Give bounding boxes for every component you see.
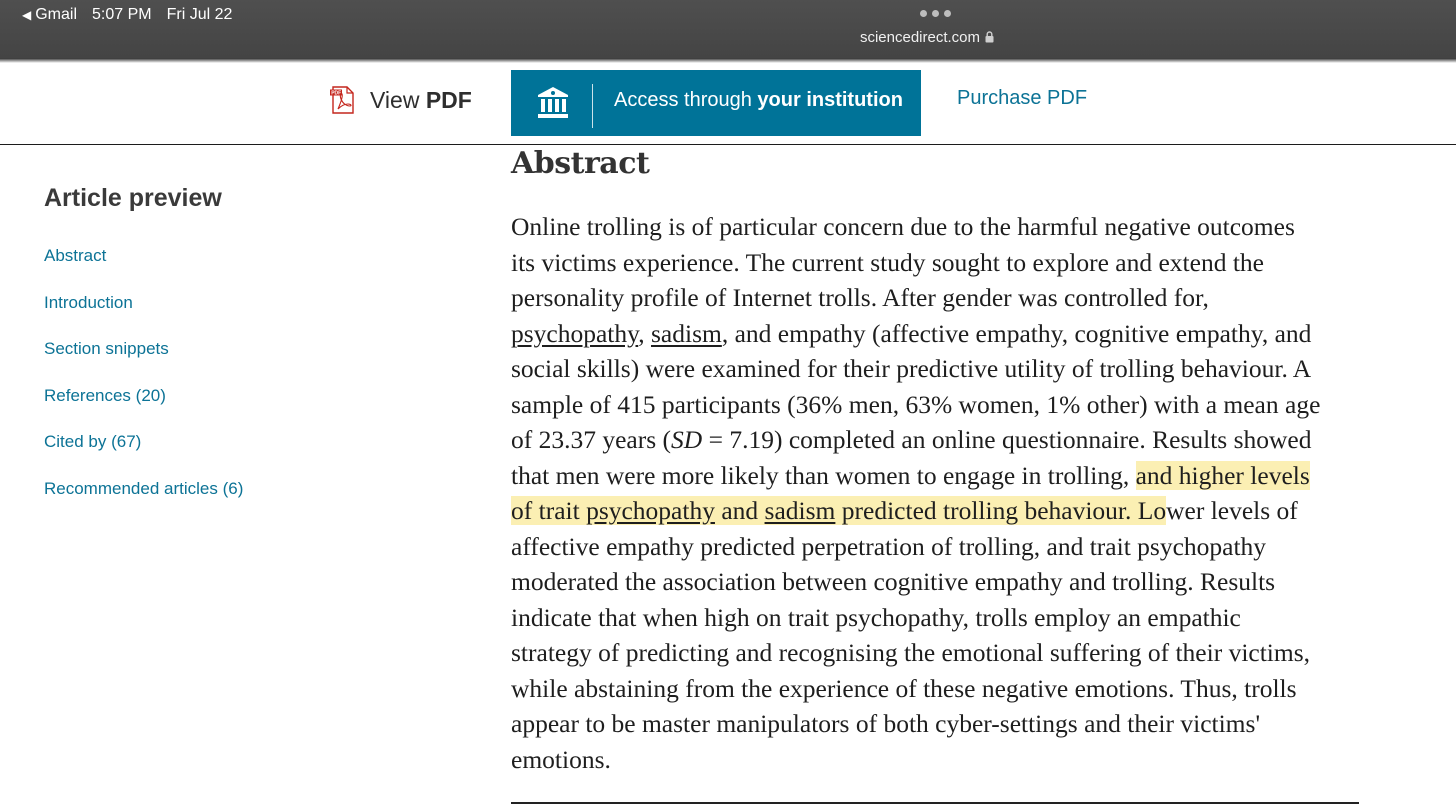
- sidebar-item-references[interactable]: References (20): [44, 385, 166, 405]
- psychopathy-link[interactable]: psychopathy: [586, 496, 715, 525]
- access-label: Access through: [614, 89, 758, 111]
- sidebar-item-abstract[interactable]: Abstract: [44, 246, 107, 265]
- highlighted-text: and higher levels: [1135, 460, 1310, 490]
- sadism-link[interactable]: sadism: [651, 318, 722, 348]
- status-date: Fri Jul 22: [166, 6, 233, 23]
- svg-text:PDF: PDF: [331, 90, 342, 97]
- abstract-line: personality profile of Internet trolls. After gender was controlled for,: [511, 283, 1209, 312]
- sidebar-title: Article preview: [44, 184, 222, 212]
- abstract-line: its victims experience. The current study sought to explore and extend the: [511, 247, 1264, 277]
- status-bar-shadow: [0, 58, 1456, 63]
- more-dots-icon[interactable]: [920, 10, 951, 17]
- abstract-line: strategy of predicting and recognising the emotional suffering of their victims,: [511, 638, 1311, 667]
- abstract-text-fragment: = 7.19) completed an online questionnaire. Results showed: [702, 425, 1312, 454]
- sidebar-item-section-snippets[interactable]: Section snippets: [44, 339, 169, 359]
- status-left: [22, 6, 232, 24]
- view-pdf-label-bold: PDF: [425, 86, 472, 113]
- abstract-line: social skills) were examined for their predictive utility of trolling behaviour. A: [511, 354, 1312, 383]
- sd-italic: SD: [671, 425, 703, 454]
- sidebar-item-introduction[interactable]: Introduction: [44, 292, 133, 312]
- browser-status-bar: [0, 0, 1456, 58]
- sadism-link[interactable]: sadism: [764, 496, 836, 525]
- back-app-label[interactable]: Gmail: [35, 6, 78, 23]
- abstract-text-fragment: predicted trolling behaviour. Lo: [835, 496, 1167, 525]
- abstract-text-fragment: ,: [638, 318, 651, 348]
- view-pdf-label: View: [370, 86, 426, 113]
- abstract-text-fragment: that men were more likely than women to engage in trolling,: [511, 460, 1136, 490]
- lock-icon: [985, 31, 994, 43]
- sidebar-item-recommended-articles[interactable]: Recommended articles (6): [44, 478, 244, 498]
- abstract-heading: Abstract: [511, 146, 650, 181]
- abstract-text-fragment: and: [714, 496, 765, 525]
- section-divider: [511, 802, 1359, 804]
- purchase-pdf-link[interactable]: Purchase PDF: [957, 87, 1088, 109]
- sidebar-item-cited-by[interactable]: Cited by (67): [44, 432, 142, 452]
- abstract-text-fragment: , and empathy (affective empathy, cognitive empathy, and: [721, 318, 1312, 348]
- abstract-text: [511, 209, 1361, 777]
- abstract-line: moderated the association between cognitive empathy and trolling. Results: [511, 567, 1276, 596]
- abstract-line: while abstaining from the experience of these negative emotions. Thus, trolls: [511, 673, 1297, 703]
- psychopathy-link[interactable]: psychopathy: [511, 318, 639, 348]
- abstract-line: [511, 493, 1361, 529]
- abstract-line: [511, 316, 1361, 352]
- abstract-line: [511, 458, 1361, 494]
- access-institution-button[interactable]: [511, 70, 921, 136]
- address-bar[interactable]: [0, 29, 1456, 46]
- highlighted-text: [511, 496, 1166, 525]
- status-time: 5:07 PM: [92, 6, 152, 23]
- institution-icon: [535, 85, 571, 121]
- back-arrow-icon[interactable]: ◀: [22, 8, 32, 22]
- abstract-line: indicate that when high on trait psychopathy, trolls employ an empathic: [511, 602, 1241, 632]
- pdf-icon: [330, 86, 356, 114]
- view-pdf-button[interactable]: [330, 86, 472, 114]
- access-divider: [592, 84, 593, 128]
- abstract-text-fragment: of 23.37 years (: [511, 425, 672, 454]
- sidebar-nav: [44, 244, 243, 524]
- toolbar-divider: [0, 144, 1456, 145]
- url-text: sciencedirect.com: [859, 29, 981, 46]
- abstract-line: sample of 415 participants (36% men, 63% women, 1% other) with a mean age: [511, 389, 1321, 419]
- abstract-line: [511, 422, 1361, 458]
- abstract-line: affective empathy predicted perpetration of trolling, and trait psychopathy: [511, 531, 1267, 561]
- abstract-line: emotions.: [511, 744, 611, 774]
- abstract-line: appear to be master manipulators of both cyber-settings and their victims': [511, 709, 1261, 738]
- abstract-line: Online trolling is of particular concern due to the harmful negative outcomes: [511, 212, 1295, 241]
- abstract-text-fragment: wer levels of: [1166, 496, 1298, 525]
- abstract-text-fragment: of trait: [511, 496, 587, 525]
- access-label-bold: your institution: [757, 89, 903, 111]
